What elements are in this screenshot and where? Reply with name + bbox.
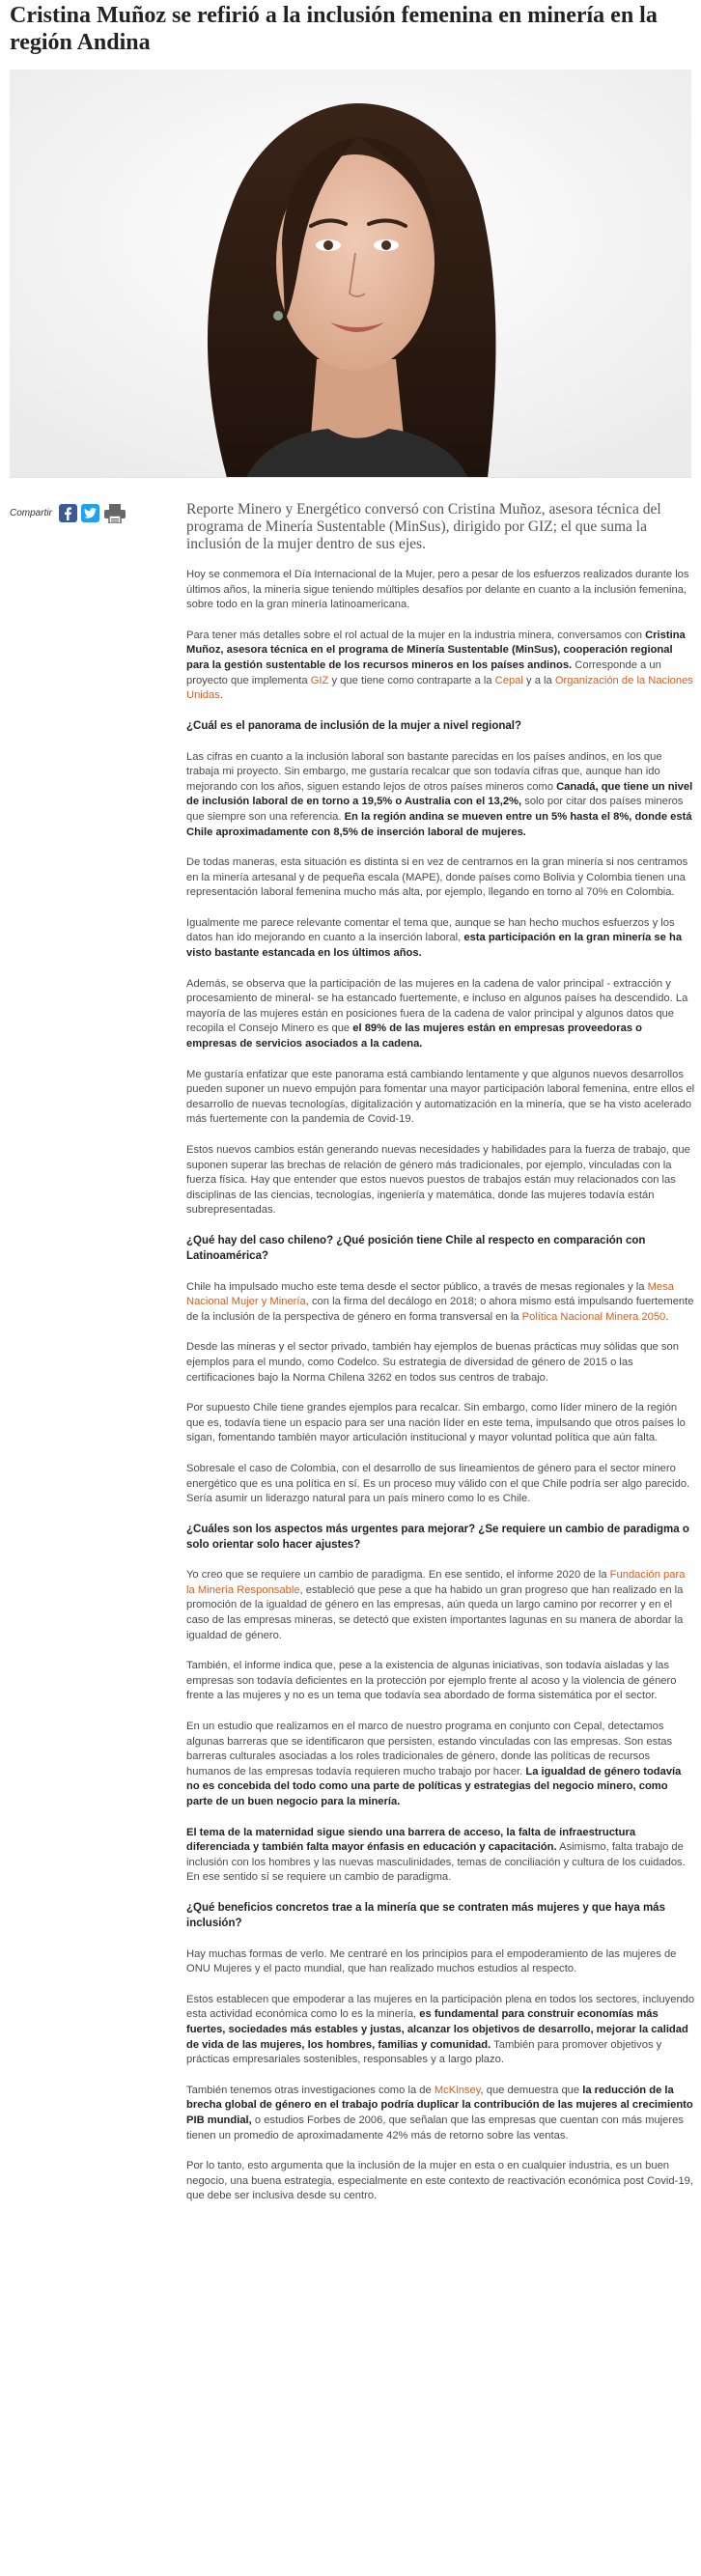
interview-question bbox=[186, 1901, 695, 1932]
inline-link[interactable] bbox=[338, 644, 557, 656]
text-run: Yo creo que se requiere un cambio de paradigma. En ese sentido, el informe 2020 de la bbox=[186, 1569, 610, 1582]
text-run: De todas maneras, esta situación es distinta si en vez de centrarnos en la gran minería si nos centramos en la minería artesanal y de pequeña escala (MAPE), donde países como Bolivia y Colombia tienen una representación laboral femenina mucho más alta, por ejemplo, llegando en torno al 70% en Colombia. bbox=[186, 856, 688, 899]
emphasis-text: , cooperación regional para la gestión sustentable de los recursos mineros en los países andinos. bbox=[186, 644, 673, 671]
facebook-icon[interactable] bbox=[59, 504, 77, 522]
inline-link[interactable]: Mesa Nacional Mujer y Minería bbox=[186, 1280, 674, 1308]
text-run: ¿Cuál es el panorama de inclusión de la mujer a nivel regional? bbox=[186, 719, 522, 732]
text-run: Para tener más detalles sobre el rol actual de la mujer en la industria minera, conversamos con bbox=[186, 629, 646, 641]
article-paragraph bbox=[186, 1568, 695, 1643]
share-label: Compartir bbox=[10, 508, 52, 518]
text-run: , que demuestra que bbox=[480, 2084, 583, 2096]
text-run: ¿Cuáles son los aspectos más urgentes para mejorar? ¿Se requiere un cambio de paradigma o solo orientar solo hacer ajustes? bbox=[186, 1523, 689, 1551]
text-run: , con la firma del decálogo en 2018; o ahora mismo está impulsando fuertemente de la inclusión de la perspectiva de género en forma transversal en la bbox=[186, 1296, 694, 1323]
text-run: ¿Qué hay del caso chileno? ¿Qué posición tiene Chile al respecto en comparación con Latinoamérica? bbox=[186, 1234, 646, 1262]
text-run: y a la bbox=[522, 674, 555, 686]
text-run: En un estudio que realizamos en el marco de nuestro programa en conjunto con Cepal, detectamos algunas barreras que se identificaron que persisten, estando vinculadas con las empresas. Son estas barreras culturales asociadas a los roles tradicionales de género, donde las políticas de recursos humanos de las empresas todavía requieren mucho trabajo por hacer. bbox=[186, 1721, 673, 1778]
text-run: y que tiene como contraparte a la bbox=[328, 674, 495, 686]
text-run: Además, se observa que la participación de las mujeres en la cadena de valor principal - extracción y procesamiento de mineral- se ha estancado fuertemente, e incluso en algunos países ha descendido. La mayoría de las mujeres están en posiciones fuera de la cadena de valor principal y algunos datos que recopila el Consejo Minero es que bbox=[186, 977, 688, 1035]
article-paragraph bbox=[186, 1143, 695, 1218]
article-body bbox=[186, 501, 695, 2220]
emphasis-text: El tema de la maternidad sigue siendo una barrera de acceso, la falta de infraestructura diferenciada y también falta mayor énfasis en educación y capacitación. bbox=[186, 1826, 636, 1854]
text-run: Desde las mineras y el sector privado, también hay ejemplos de buenas prácticas muy sólidas que son ejemplos para el mundo, como Codelco. Su estrategia de diversidad de género de 2015 o las certificaciones bajo la Norma Chilena 3262 en todos sus centros de trabajo. bbox=[186, 1341, 679, 1384]
article-title: Cristina Muñoz se refirió a la inclusión femenina en minería en la región Andina bbox=[10, 3, 658, 55]
article-paragraph bbox=[186, 568, 695, 613]
text-run: Por lo tanto, esto argumenta que la inclusión de la mujer en esta o en cualquier industria, es un buen negocio, una buena estrategia, especialmente en este contexto de reactivación económica post Covid-19, que debe ser inclusiva desde su centro. bbox=[186, 2160, 693, 2202]
text-run: Igualmente me parece relevante comentar el tema que, aunque se han hecho muchos esfuerzos y los datos han ido mejorando en cuanto a la inserción laboral, bbox=[186, 916, 675, 944]
twitter-icon[interactable] bbox=[81, 504, 99, 522]
text-run: Sobresale el caso de Colombia, con el desarrollo de sus lineamientos de género para el sector minero energético que es una política en sí. Es un proceso muy válido con el que Chile podría ser algo parecido. Sería asumir un liderazgo natural para un país minero como lo es Chile. bbox=[186, 1462, 690, 1505]
portrait-photo bbox=[10, 70, 691, 478]
link-text: programa de Minería Sustentable (MinSus) bbox=[338, 644, 558, 657]
article-lead: Reporte Minero y Energético conversó con Cristina Muñoz, asesora técnica del programa de Minería Sustentable (MinSus), dirigido por GIZ; el que suma la inclusión de la mujer dentro de sus ejes. bbox=[186, 501, 661, 552]
article-paragraph bbox=[186, 1993, 695, 2068]
text-run: Asimismo, falta trabajo de inclusión con los hombres y las nuevas masculinidades, temas de conciliación y cultura de los cuidados. En ese sentido sí se requiere un cambio de paradigma. bbox=[186, 1841, 686, 1884]
text-run: Estos nuevos cambios están generando nuevas necesidades y habilidades para la fuerza de trabajo, que suponen superar las brechas de relación de género más tradicionales, por ejemplo, vinculadas con la fuerza física. Hay que entender que estos nuevos puestos de trabajos están muy relacionados con las disciplinas de las ciencias, tecnologías, ingeniería y matemática, donde las mujeres todavía están subrepresentadas. bbox=[186, 1144, 690, 1217]
inline-link[interactable]: Política Nacional Minera 2050 bbox=[521, 1310, 666, 1323]
article-paragraph bbox=[186, 750, 695, 841]
text-run: solo por citar dos países mineros que siempre son una referencia. bbox=[186, 796, 684, 823]
text-run: Chile ha impulsado mucho este tema desde el sector público, a través de mesas regionales y la bbox=[186, 1280, 648, 1293]
article-paragraph bbox=[186, 1068, 695, 1128]
article-paragraphs bbox=[186, 568, 695, 2204]
text-run: o estudios Forbes de 2006, que señalan que las empresas que cuentan con más mujeres tienen un promedio de aproximadamente 42% más de retorno sobre las ventas. bbox=[186, 2114, 684, 2142]
article-paragraph bbox=[186, 855, 695, 901]
article-paragraph bbox=[186, 2084, 695, 2143]
article-paragraph bbox=[186, 1462, 695, 1507]
text-run: También, el informe indica que, pese a la existencia de algunas iniciativas, son todavía aisladas y las empresas son todavía deficientes en la protección por ejemplo frente al acoso y la violencia de género frente a las mujeres y no es un tema que todavía sea abordado de forma sistemática por el sector. bbox=[186, 1660, 677, 1702]
article-paragraph bbox=[186, 1720, 695, 1810]
text-run: . bbox=[665, 1310, 669, 1323]
interview-question bbox=[186, 719, 695, 735]
text-run: Hoy se conmemora el Día Internacional de la Mujer, pero a pesar de los esfuerzos realizados durante los últimos años, la minería sigue teniendo múltiples desafíos por delante en cuanto a la inclusión femenina, sobre todo en la gran minería latinoamericana. bbox=[186, 569, 689, 611]
text-run: Corresponde a un proyecto que implementa bbox=[186, 658, 661, 686]
emphasis-text: La igualdad de género todavía no es concebida del todo como una parte de políticas y estrategias del negocio minero, como parte de un buen negocio para la minería. bbox=[186, 1765, 682, 1808]
emphasis-text: es fundamental para construir economías más fuertes, sociedades más estables y justas, alcanzar los objetivos de desarrollo, mejorar la calidad de vida de las mujeres, los hombres, familias y comunidad. bbox=[186, 2008, 688, 2051]
text-run: Estos establecen que empoderar a las mujeres en la participación plena en todos los sectores, incluyendo esta actividad económica como lo es la minería, bbox=[186, 1993, 695, 2021]
article-paragraph bbox=[186, 1947, 695, 1977]
article-paragraph bbox=[186, 1659, 695, 1704]
emphasis-text: la reducción de la brecha global de género en el trabajo podría duplicar la contribución de las mujeres al crecimiento PIB mundial, bbox=[186, 2084, 693, 2126]
emphasis-text: el 89% de las mujeres están en empresas proveedoras o empresas de servicios asociados a la cadena. bbox=[186, 1022, 642, 1050]
article-paragraph bbox=[186, 2159, 695, 2204]
article-hero-image bbox=[10, 70, 691, 478]
share-bar bbox=[10, 504, 126, 522]
text-run: Me gustaría enfatizar que este panorama está cambiando lentamente y que algunos nuevos desarrollos pueden suponer un nuevo empujón para fomentar una mayor participación laboral femenina, entre ellos el desarrollo de nuevas tecnologías, digitalización y automatización en la minería, que se ha visto acelerado más fuertemente con la pandemia de Covid-19. bbox=[186, 1068, 695, 1126]
text-run: . bbox=[219, 689, 223, 702]
text-run: Por supuesto Chile tiene grandes ejemplos para recalcar. Sin embargo, como líder minero de la región que es, todavía tiene un espacio para ser una nación líder en este tema, impulsando que otros países lo sigan, fomentando también mayor articulación institucional y mayor voluntad política que aún falta. bbox=[186, 1402, 686, 1444]
emphasis-text: Canadá, que tiene un nivel de inclusión laboral de en torno a 19,5% o Australia con el 13,2%, bbox=[186, 780, 693, 808]
text-run: Hay muchas formas de verlo. Me centraré en los principios para el empoderamiento de las mujeres de ONU Mujeres y el pacto mundial, que han realizado muchos estudios al respecto. bbox=[186, 1947, 677, 1975]
text-run: También tenemos otras investigaciones como la de bbox=[186, 2084, 435, 2096]
article-paragraph bbox=[186, 977, 695, 1052]
text-run: , estableció que pese a que ha habido un gran progreso que han realizado en la promoción de la igualdad de género en las empresas, aún queda un largo camino por recorrer y en el caso de las empresas mineras, se detectó que existen importantes lagunas en su manera de abordar la igualdad de género. bbox=[186, 1583, 684, 1641]
print-icon[interactable] bbox=[103, 504, 126, 522]
inline-link[interactable]: McKinsey bbox=[434, 2084, 481, 2096]
inline-link[interactable]: Organización de la Naciones Unidas bbox=[186, 674, 693, 702]
emphasis-text: Cristina Muñoz, asesora técnica en el bbox=[186, 629, 686, 657]
interview-question bbox=[186, 1234, 695, 1265]
article-paragraph bbox=[186, 1280, 695, 1326]
text-run: ¿Qué beneficios concretos trae a la minería que se contraten más mujeres y que haya más inclusión? bbox=[186, 1901, 665, 1929]
article-paragraph bbox=[186, 1340, 695, 1386]
article-paragraph bbox=[186, 629, 695, 704]
emphasis-text: esta participación en la gran minería se ha visto bastante estancada en los últimos años. bbox=[186, 932, 683, 960]
article-paragraph bbox=[186, 916, 695, 962]
inline-link[interactable]: Cepal bbox=[494, 674, 523, 686]
text-run: También para promover objetivos y prácticas empresariales sostenibles, responsables y a largo plazo. bbox=[186, 2038, 662, 2066]
inline-link[interactable]: Fundación para la Minería Responsable bbox=[186, 1569, 686, 1596]
article-paragraph bbox=[186, 1401, 695, 1446]
interview-question bbox=[186, 1523, 695, 1554]
text-run: Las cifras en cuanto a la inclusión laboral son bastante parecidas en los países andinos, en los que trabaja mi proyecto. Sin embargo, me gustaría recalcar que son todavía cifras que, aunque han ido mejorando con los años, siguen estando lejos de otros países mineros como bbox=[186, 750, 662, 793]
emphasis-text: En la región andina se mueven entre un 5% hasta el 8%, donde está Chile aproximadamente con 8,5% de inserción laboral de mujeres. bbox=[186, 810, 692, 838]
inline-link[interactable]: GIZ bbox=[310, 674, 329, 686]
article-paragraph bbox=[186, 1826, 695, 1886]
